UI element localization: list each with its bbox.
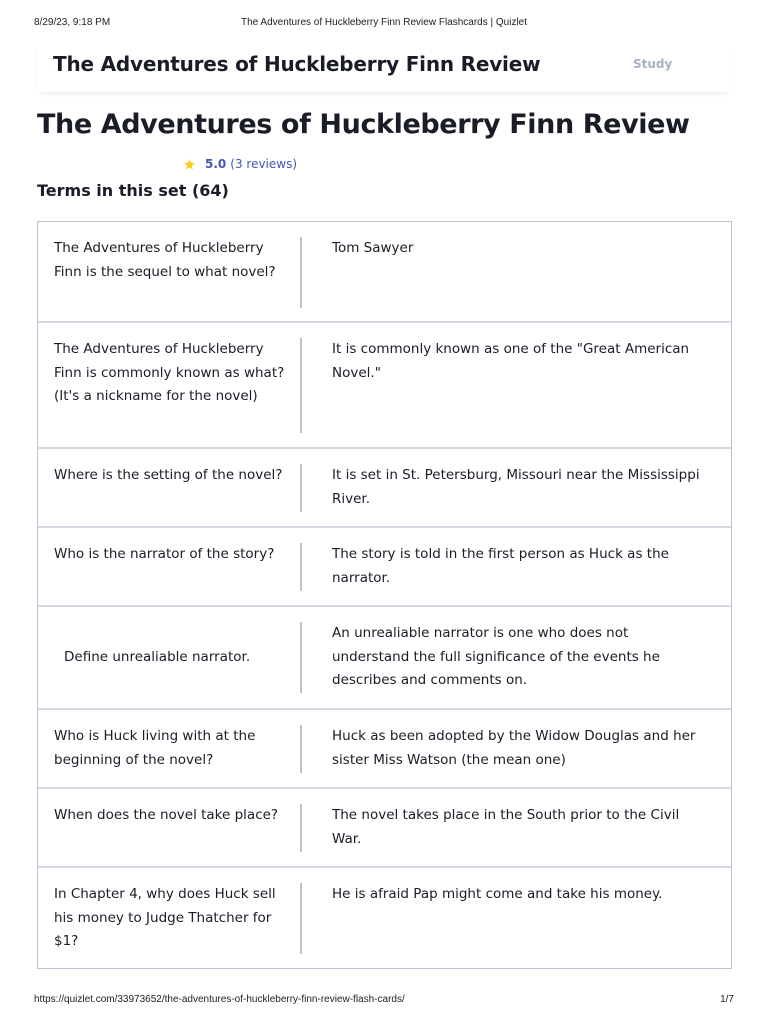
flashcard-term: In Chapter 4, why does Huck sell his money to Judge Thatcher for $1? [54,886,276,950]
card-divider [300,725,302,773]
card-divider [300,237,302,308]
card-divider [300,883,302,954]
flashcard-row [38,528,731,607]
flashcard-row [38,789,731,868]
study-button[interactable]: Study [633,57,673,71]
flashcard-row [38,449,731,528]
star-icon [183,158,196,171]
flashcard-term: The Adventures of Huckleberry Finn is commonly known as what? (It's a nickname for the novel) [54,341,285,405]
print-footer [34,994,734,1008]
flashcard-term: Define unrealiable narrator. [64,648,251,665]
card-divider [300,338,302,433]
flashcard-definition: The novel takes place in the South prior to the Civil War. [332,807,680,847]
flashcard-definition: The story is told in the first person as Huck as the narrator. [332,546,669,586]
print-document-title: The Adventures of Huckleberry Finn Review Flashcards | Quizlet [240,17,528,28]
card-divider [300,543,302,591]
card-divider [300,622,302,693]
flashcard-term: The Adventures of Huckleberry Finn is the sequel to what novel? [54,240,276,280]
terms-list [37,221,732,969]
flashcard-term: When does the novel take place? [54,807,279,823]
flashcard-row [38,222,731,323]
print-url: https://quizlet.com/33973652/the-adventures-of-huckleberry-finn-review-flash-cards/ [34,994,405,1005]
flashcard-definition: He is afraid Pap might come and take his money. [332,886,663,902]
flashcard-term: Where is the setting of the novel? [54,467,283,483]
flashcard-row [38,323,731,449]
flashcard-row [38,868,731,968]
card-divider [300,464,302,512]
print-header [34,17,734,31]
flashcard-row [38,710,731,789]
flashcard-definition: Tom Sawyer [332,240,414,256]
flashcard-row [38,607,731,710]
print-page-number: 1/7 [720,994,734,1005]
flashcard-definition: Huck as been adopted by the Widow Douglas and her sister Miss Watson (the mean one) [332,728,696,768]
flashcard-definition: It is set in St. Petersburg, Missouri near the Mississippi River. [332,467,700,507]
flashcard-term: Who is the narrator of the story? [54,546,275,562]
flashcard-definition: An unrealiable narrator is one who does not understand the full significance of the events he describes and comments on. [332,625,660,689]
terms-heading: Terms in this set (64) [37,181,229,200]
print-datetime: 8/29/23, 9:18 PM [34,17,111,28]
flashcard-definition: It is commonly known as one of the "Great American Novel." [332,341,690,381]
header-set-title: The Adventures of Huckleberry Finn Review [53,52,541,76]
sticky-header [37,40,732,92]
rating-average: 5.0 [205,157,227,171]
flashcard-term: Who is Huck living with at the beginning of the novel? [54,728,256,768]
rating[interactable] [183,156,297,172]
rating-count: (3 reviews) [230,157,298,171]
page-title: The Adventures of Huckleberry Finn Review [37,109,690,140]
card-divider [300,804,302,852]
